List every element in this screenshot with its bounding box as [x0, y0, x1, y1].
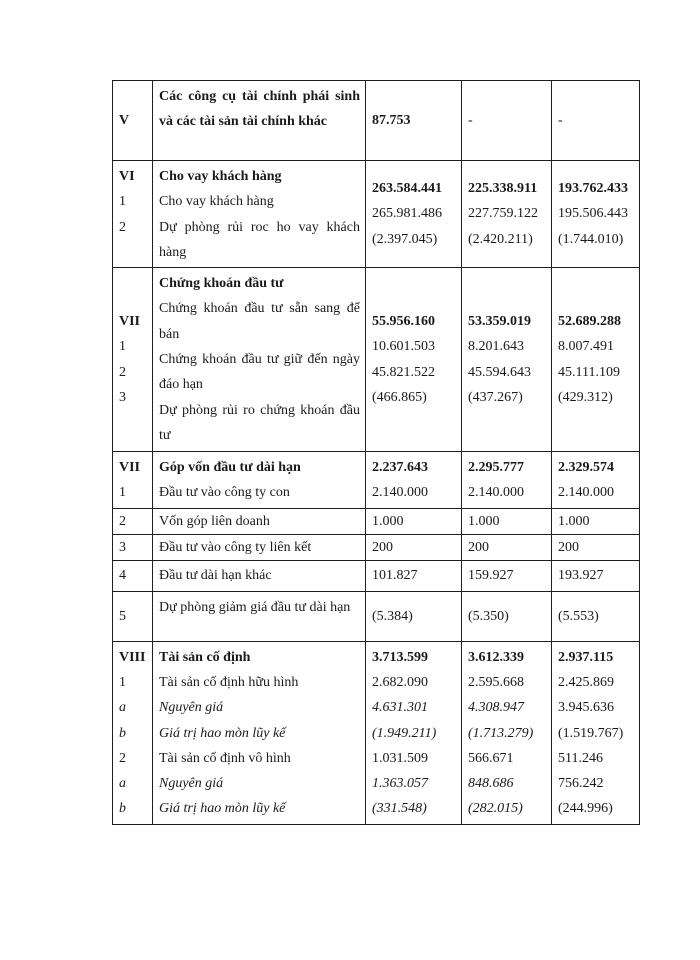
value: 200 [558, 540, 579, 556]
value: 2.295.777 [468, 460, 524, 476]
row-description: Cho vay khách hàng [159, 194, 274, 210]
value-cell-col2 [462, 452, 552, 508]
value: (5.350) [468, 608, 509, 624]
row-subcode: 2 [119, 364, 126, 380]
code-cell [113, 509, 153, 534]
value-cell-col1 [366, 535, 462, 560]
value: 45.821.522 [372, 364, 435, 380]
description-cell [153, 509, 366, 534]
value-cell-col3 [552, 642, 639, 824]
value: 52.689.288 [558, 314, 621, 330]
value: (437.267) [468, 389, 523, 405]
row-description: Dự phòng rủi roc ho vay khách hàng [159, 219, 360, 260]
description-cell [153, 561, 366, 590]
value-cell-col1 [366, 81, 462, 160]
value: (282.015) [468, 801, 523, 817]
value-cell-col1 [366, 161, 462, 267]
value: 1.000 [372, 513, 404, 529]
description-cell [153, 642, 366, 824]
row-description: Vốn góp liên doanh [159, 513, 270, 529]
value: 848.686 [468, 776, 514, 792]
value-cell-col1 [366, 268, 462, 451]
value: 2.682.090 [372, 674, 428, 690]
row-description: Dự phòng giảm giá đầu tư dài hạn [159, 599, 351, 615]
value-cell-col1 [366, 509, 462, 534]
value: 2.425.869 [558, 674, 614, 690]
value: 87.753 [372, 112, 411, 128]
value-cell-col2 [462, 81, 552, 160]
description-cell [153, 452, 366, 508]
row-code: 3 [119, 540, 126, 556]
code-cell [113, 81, 153, 160]
value: 263.584.441 [372, 181, 442, 197]
value: 8.007.491 [558, 339, 614, 355]
value-cell-col3 [552, 509, 639, 534]
value: (1.713.279) [468, 725, 534, 741]
value: 200 [468, 540, 489, 556]
value: 566.671 [468, 750, 514, 766]
value: - [558, 112, 563, 128]
value: 225.338.911 [468, 181, 538, 197]
row-description: Đầu tư dài hạn khác [159, 568, 272, 584]
code-cell [113, 561, 153, 590]
row-subcode: 1 [119, 194, 126, 210]
value-cell-col2 [462, 561, 552, 590]
code-cell [113, 642, 153, 824]
row-code: V [119, 112, 130, 128]
value: (244.996) [558, 801, 613, 817]
value-cell-col2 [462, 535, 552, 560]
row-title: Tài sản cố định [159, 649, 251, 665]
row-subcode: 1 [119, 339, 126, 355]
row-code: 4 [119, 568, 126, 584]
row-description: Đầu tư vào công ty liên kết [159, 540, 312, 556]
code-cell [113, 535, 153, 560]
value-cell-col1 [366, 561, 462, 590]
code-cell [113, 592, 153, 641]
row-code: VII [119, 460, 141, 476]
value: 3.945.636 [558, 700, 614, 716]
description-cell [153, 81, 366, 160]
value: 45.111.109 [558, 364, 620, 380]
value: (429.312) [558, 389, 613, 405]
value: (1.744.010) [558, 231, 624, 247]
row-code: VII [119, 314, 141, 330]
value-cell-col2 [462, 592, 552, 641]
value-cell-col1 [366, 642, 462, 824]
financial-statement-table [112, 80, 640, 825]
value-cell-col3 [552, 268, 639, 451]
row-description: Đầu tư vào công ty con [159, 485, 290, 501]
value: (2.397.045) [372, 231, 438, 247]
value: 193.927 [558, 568, 604, 584]
value: 4.308.947 [468, 700, 524, 716]
row-subcode: b [119, 725, 126, 741]
row-subcode: a [119, 776, 126, 792]
value-cell-col2 [462, 161, 552, 267]
value: (1.949.211) [372, 725, 437, 741]
row-description: Dự phòng rủi ro chứng khoán đầu tư [159, 402, 360, 443]
row-title: Chứng khoán đầu tư [159, 276, 284, 292]
description-cell [153, 161, 366, 267]
row-subcode: 2 [119, 219, 126, 235]
value: 10.601.503 [372, 339, 435, 355]
row-title: Góp vốn đầu tư dài hạn [159, 460, 301, 476]
value: 2.140.000 [558, 485, 614, 501]
value: 193.762.433 [558, 181, 628, 197]
row-description: Nguyên giá [159, 776, 224, 792]
table-row-viii [113, 642, 639, 824]
value: 53.359.019 [468, 314, 531, 330]
row-description: Chứng khoán đầu tư sẵn sang để bán [159, 301, 360, 342]
value: 101.827 [372, 568, 418, 584]
table-row-vi [113, 161, 639, 268]
table-row-2 [113, 509, 639, 535]
value: 1.031.509 [372, 750, 428, 766]
value-cell-col3 [552, 592, 639, 641]
row-title: Cho vay khách hàng [159, 169, 282, 184]
row-code: VI [119, 169, 135, 184]
row-subcode: 3 [119, 389, 126, 405]
value: 1.000 [558, 513, 590, 529]
row-subcode: 2 [119, 750, 126, 766]
value-cell-col1 [366, 592, 462, 641]
value-cell-col3 [552, 81, 639, 160]
value: 756.242 [558, 776, 604, 792]
value-cell-col1 [366, 452, 462, 508]
value: 1.000 [468, 513, 500, 529]
code-cell [113, 161, 153, 267]
table-row-3 [113, 535, 639, 561]
table-row-4 [113, 561, 639, 591]
value: 1.363.057 [372, 776, 428, 792]
row-code: 2 [119, 513, 126, 529]
row-code: 5 [119, 608, 126, 624]
value: - [468, 112, 473, 128]
value: 8.201.643 [468, 339, 524, 355]
value: 3.713.599 [372, 649, 428, 665]
value: 2.595.668 [468, 674, 524, 690]
row-subcode: b [119, 801, 126, 817]
description-cell [153, 268, 366, 451]
table-row-5 [113, 592, 639, 642]
value: (2.420.211) [468, 231, 533, 247]
value: 2.329.574 [558, 460, 614, 476]
value: 45.594.643 [468, 364, 531, 380]
code-cell [113, 268, 153, 451]
value: 200 [372, 540, 393, 556]
value: (5.384) [372, 608, 413, 624]
value: 55.956.160 [372, 314, 435, 330]
value-cell-col3 [552, 561, 639, 590]
description-cell [153, 535, 366, 560]
value: (331.548) [372, 801, 427, 817]
value-cell-col2 [462, 268, 552, 451]
value: 2.140.000 [372, 485, 428, 501]
table-row-vii-longterm-investment [113, 452, 639, 509]
row-description: Nguyên giá [159, 700, 224, 716]
value-cell-col2 [462, 642, 552, 824]
table-row-v [113, 81, 639, 161]
value: (5.553) [558, 608, 599, 624]
value: 2.937.115 [558, 649, 614, 665]
value: 4.631.301 [372, 700, 428, 716]
row-description: Chứng khoán đầu tư giữ đến ngày đáo hạn [159, 352, 360, 393]
row-description: Các công cụ tài chính phái sinh và các tài sản tài chính khác [159, 89, 360, 130]
row-description: Tài sản cố định vô hình [159, 750, 291, 766]
value: (466.865) [372, 389, 427, 405]
row-code: VIII [119, 649, 146, 665]
value: (1.519.767) [558, 725, 624, 741]
row-description: Giá trị hao mòn lũy kế [159, 801, 286, 817]
value: 2.237.643 [372, 460, 428, 476]
code-cell [113, 452, 153, 508]
row-description: Tài sản cố định hữu hình [159, 674, 299, 690]
value-cell-col3 [552, 452, 639, 508]
row-subcode: 1 [119, 485, 126, 501]
value: 195.506.443 [558, 206, 628, 222]
value: 511.246 [558, 750, 603, 766]
row-description: Giá trị hao mòn lũy kế [159, 725, 286, 741]
row-subcode: a [119, 700, 126, 716]
description-cell [153, 592, 366, 641]
value-cell-col2 [462, 509, 552, 534]
value-cell-col3 [552, 161, 639, 267]
table-row-vii-securities [113, 268, 639, 452]
value: 2.140.000 [468, 485, 524, 501]
value: 227.759.122 [468, 206, 538, 222]
row-subcode: 1 [119, 674, 126, 690]
value-cell-col3 [552, 535, 639, 560]
value: 3.612.339 [468, 649, 524, 665]
value: 265.981.486 [372, 206, 442, 222]
value: 159.927 [468, 568, 514, 584]
